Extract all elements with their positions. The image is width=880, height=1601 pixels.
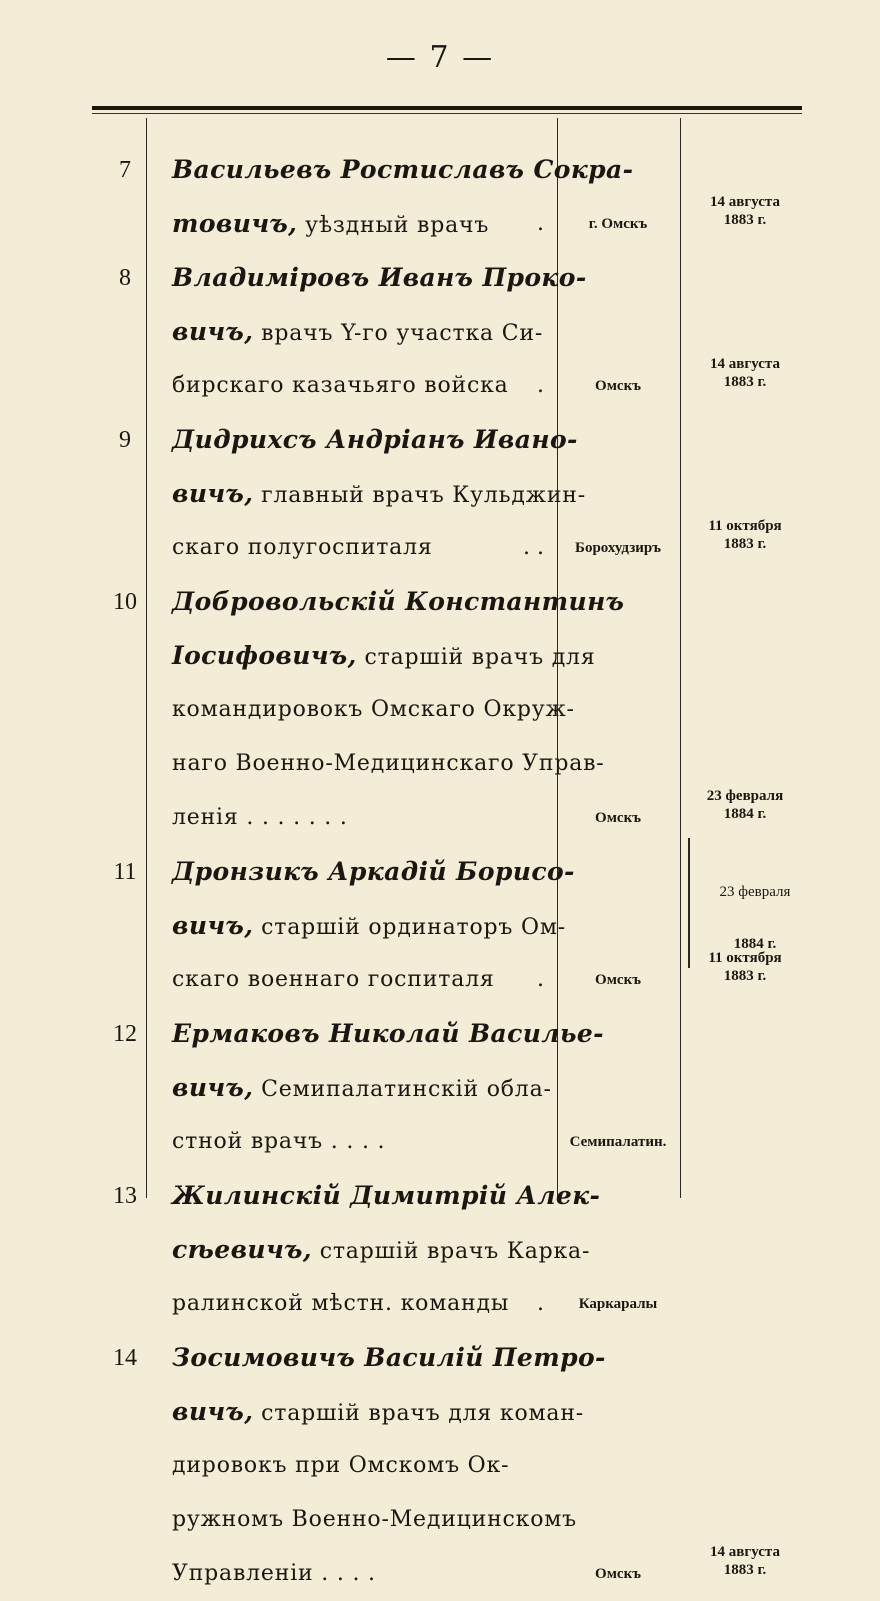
entry-text xyxy=(172,791,544,845)
place-cell: Омскъ xyxy=(595,972,641,988)
entry-text xyxy=(172,737,605,791)
entry-line xyxy=(98,356,808,413)
entry-line xyxy=(98,251,808,305)
person-name: Васильевъ Ростиславъ Сокра- xyxy=(172,155,634,184)
person-name: вичъ, xyxy=(172,1397,254,1426)
place-cell: г. Омскъ xyxy=(588,216,648,232)
entry-number: 8 xyxy=(119,265,131,291)
position-description: ружномъ Военно-Медицинскомъ xyxy=(172,1507,577,1532)
entry-line xyxy=(98,1439,808,1493)
position-description: Семипалатинскій обла- xyxy=(253,1077,552,1102)
entry-line xyxy=(98,1277,808,1331)
table-row xyxy=(98,1007,808,1169)
date-cell xyxy=(682,355,808,391)
person-name: сѣевичъ, xyxy=(172,1235,312,1264)
entry-text xyxy=(172,467,586,523)
entry-line xyxy=(98,683,808,737)
date-day: 14 августа xyxy=(710,194,780,210)
position-description: скаго полугоспиталя xyxy=(172,535,433,560)
table-row xyxy=(98,1331,808,1601)
date-day: 11 октября xyxy=(708,518,782,534)
entry-text xyxy=(172,1331,606,1387)
entry-number: 9 xyxy=(119,427,131,453)
entry-text xyxy=(172,251,587,307)
entry-text xyxy=(172,143,634,199)
date-year: 1883 г. xyxy=(723,212,767,228)
entry-line xyxy=(98,629,808,683)
table-row xyxy=(98,575,808,845)
person-name: товичъ, xyxy=(172,209,298,238)
person-name: Іосифовичъ, xyxy=(172,641,357,670)
entry-line xyxy=(98,143,808,197)
entry-text xyxy=(172,305,544,361)
date-day: 11 октября xyxy=(708,950,782,966)
entry-number: 12 xyxy=(113,1021,137,1047)
person-name: вичъ, xyxy=(172,317,254,346)
date-cell xyxy=(682,517,808,553)
entry-line xyxy=(98,305,808,359)
date-cell xyxy=(682,1543,808,1579)
person-name: Дидрихсъ Андріанъ Ивано- xyxy=(172,425,578,454)
entry-text xyxy=(172,683,575,737)
entry-line xyxy=(98,467,808,521)
position-description: дировокъ при Омскомъ Ок- xyxy=(172,1453,510,1478)
position-description: старшій ординаторъ Ом- xyxy=(253,915,566,940)
entry-line xyxy=(98,1169,808,1223)
entry-text xyxy=(172,1493,577,1547)
entry-number: 11 xyxy=(113,859,137,885)
date-cell xyxy=(682,193,808,229)
entry-line xyxy=(98,1385,808,1439)
date-day: 23 февраля xyxy=(706,788,784,804)
person-name: Жилинскій Димитрій Алек- xyxy=(172,1181,601,1210)
position-description: скаго военнаго госпиталя xyxy=(172,967,495,992)
shared-date xyxy=(700,866,810,970)
entry-number: 13 xyxy=(113,1183,137,1209)
entry-number: 14 xyxy=(113,1345,137,1371)
entry-number: 10 xyxy=(113,589,137,615)
person-name: Добровольскій Константинъ xyxy=(172,587,625,616)
entry-number: 7 xyxy=(119,157,131,183)
place-cell: Омскъ xyxy=(595,810,641,826)
table-row xyxy=(98,1169,808,1331)
position-description: старшій врачъ для коман- xyxy=(253,1401,585,1426)
entry-line xyxy=(98,413,808,467)
place-cell: Семипалатин. xyxy=(569,1134,667,1150)
entry-line xyxy=(98,788,808,845)
entry-text xyxy=(172,1385,585,1441)
position-description: старшій врачъ для xyxy=(356,645,596,670)
entry-line xyxy=(98,518,808,575)
entry-text xyxy=(172,1115,544,1169)
entry-text xyxy=(172,845,575,901)
date-year: 1883 г. xyxy=(723,536,767,552)
entry-text xyxy=(172,1547,544,1601)
entry-text xyxy=(172,953,544,1007)
dot-leader: . xyxy=(537,967,544,992)
entry-text xyxy=(172,575,625,631)
entry-line xyxy=(98,1007,808,1061)
position-description: ралинской мѣстн. команды xyxy=(172,1291,510,1316)
entry-line xyxy=(98,575,808,629)
place-cell: Борохудзиръ xyxy=(575,540,661,556)
shared-date-year: 1884 г. xyxy=(733,936,777,952)
position-description: стной врачъ . . . . xyxy=(172,1129,386,1154)
place-cell: Каркаралы xyxy=(578,1296,658,1312)
entry-line xyxy=(98,1544,808,1601)
entry-text xyxy=(172,1439,544,1493)
top-rule-thin xyxy=(92,113,802,114)
entry-text xyxy=(172,359,544,413)
position-description: бирскаго казачьяго войска xyxy=(172,373,509,398)
place-cell: Омскъ xyxy=(595,1566,641,1582)
entry-text xyxy=(172,1061,552,1117)
entry-line xyxy=(98,1061,808,1115)
dot-leader: . . xyxy=(523,535,544,560)
date-year: 1883 г. xyxy=(723,374,767,390)
person-name: Дронзикъ Аркадій Борисо- xyxy=(172,857,575,886)
entry-line xyxy=(98,194,808,251)
date-day: 14 августа xyxy=(710,356,780,372)
entry-text xyxy=(172,521,544,575)
date-day: 14 августа xyxy=(710,1544,780,1560)
position-description: Управленіи . . . . xyxy=(172,1561,376,1586)
position-description: уѣздный врачъ xyxy=(297,213,490,238)
entry-line xyxy=(98,1331,808,1385)
top-rule xyxy=(92,106,802,110)
position-description: командировокъ Омскаго Окруж- xyxy=(172,697,575,722)
person-name: вичъ, xyxy=(172,1073,254,1102)
entry-line xyxy=(98,1223,808,1277)
entry-line xyxy=(98,1115,808,1169)
entry-text xyxy=(172,197,544,253)
entry-text xyxy=(172,899,566,955)
date-year: 1883 г. xyxy=(723,968,767,984)
person-name: вичъ, xyxy=(172,911,254,940)
position-description: старшій врачъ Карка- xyxy=(311,1239,591,1264)
position-description: главный врачъ Кульджин- xyxy=(253,483,586,508)
position-description: врачъ Y-го участка Си- xyxy=(253,321,544,346)
table-row xyxy=(98,413,808,575)
entry-line xyxy=(98,737,808,791)
dot-leader: . xyxy=(537,1291,544,1316)
entry-text xyxy=(172,1007,604,1063)
entry-text xyxy=(172,629,596,685)
dot-leader: . xyxy=(537,373,544,398)
position-description: ленія . . . . . . . xyxy=(172,805,348,830)
entry-line xyxy=(98,1493,808,1547)
entry-text xyxy=(172,1169,601,1225)
entry-text xyxy=(172,1277,544,1331)
person-name: Ермаковъ Николай Васильe- xyxy=(172,1019,604,1048)
person-name: Зосимовичъ Василій Петро- xyxy=(172,1343,606,1372)
shared-date-day: 23 февраля xyxy=(719,884,791,900)
shared-date-bracket xyxy=(688,838,700,968)
page-number: — 7 — xyxy=(385,40,495,75)
dot-leader: . xyxy=(537,211,544,236)
place-cell: Омскъ xyxy=(595,378,641,394)
table-row xyxy=(98,251,808,413)
entry-text xyxy=(172,413,578,469)
date-year: 1884 г. xyxy=(723,806,767,822)
date-cell xyxy=(682,787,808,823)
table-row xyxy=(98,143,808,251)
entry-text xyxy=(172,1223,591,1279)
position-description: наго Военно-Медицинскаго Управ- xyxy=(172,751,605,776)
person-name: Владиміровъ Иванъ Проко- xyxy=(172,263,587,292)
person-name: вичъ, xyxy=(172,479,254,508)
date-year: 1883 г. xyxy=(723,1562,767,1578)
